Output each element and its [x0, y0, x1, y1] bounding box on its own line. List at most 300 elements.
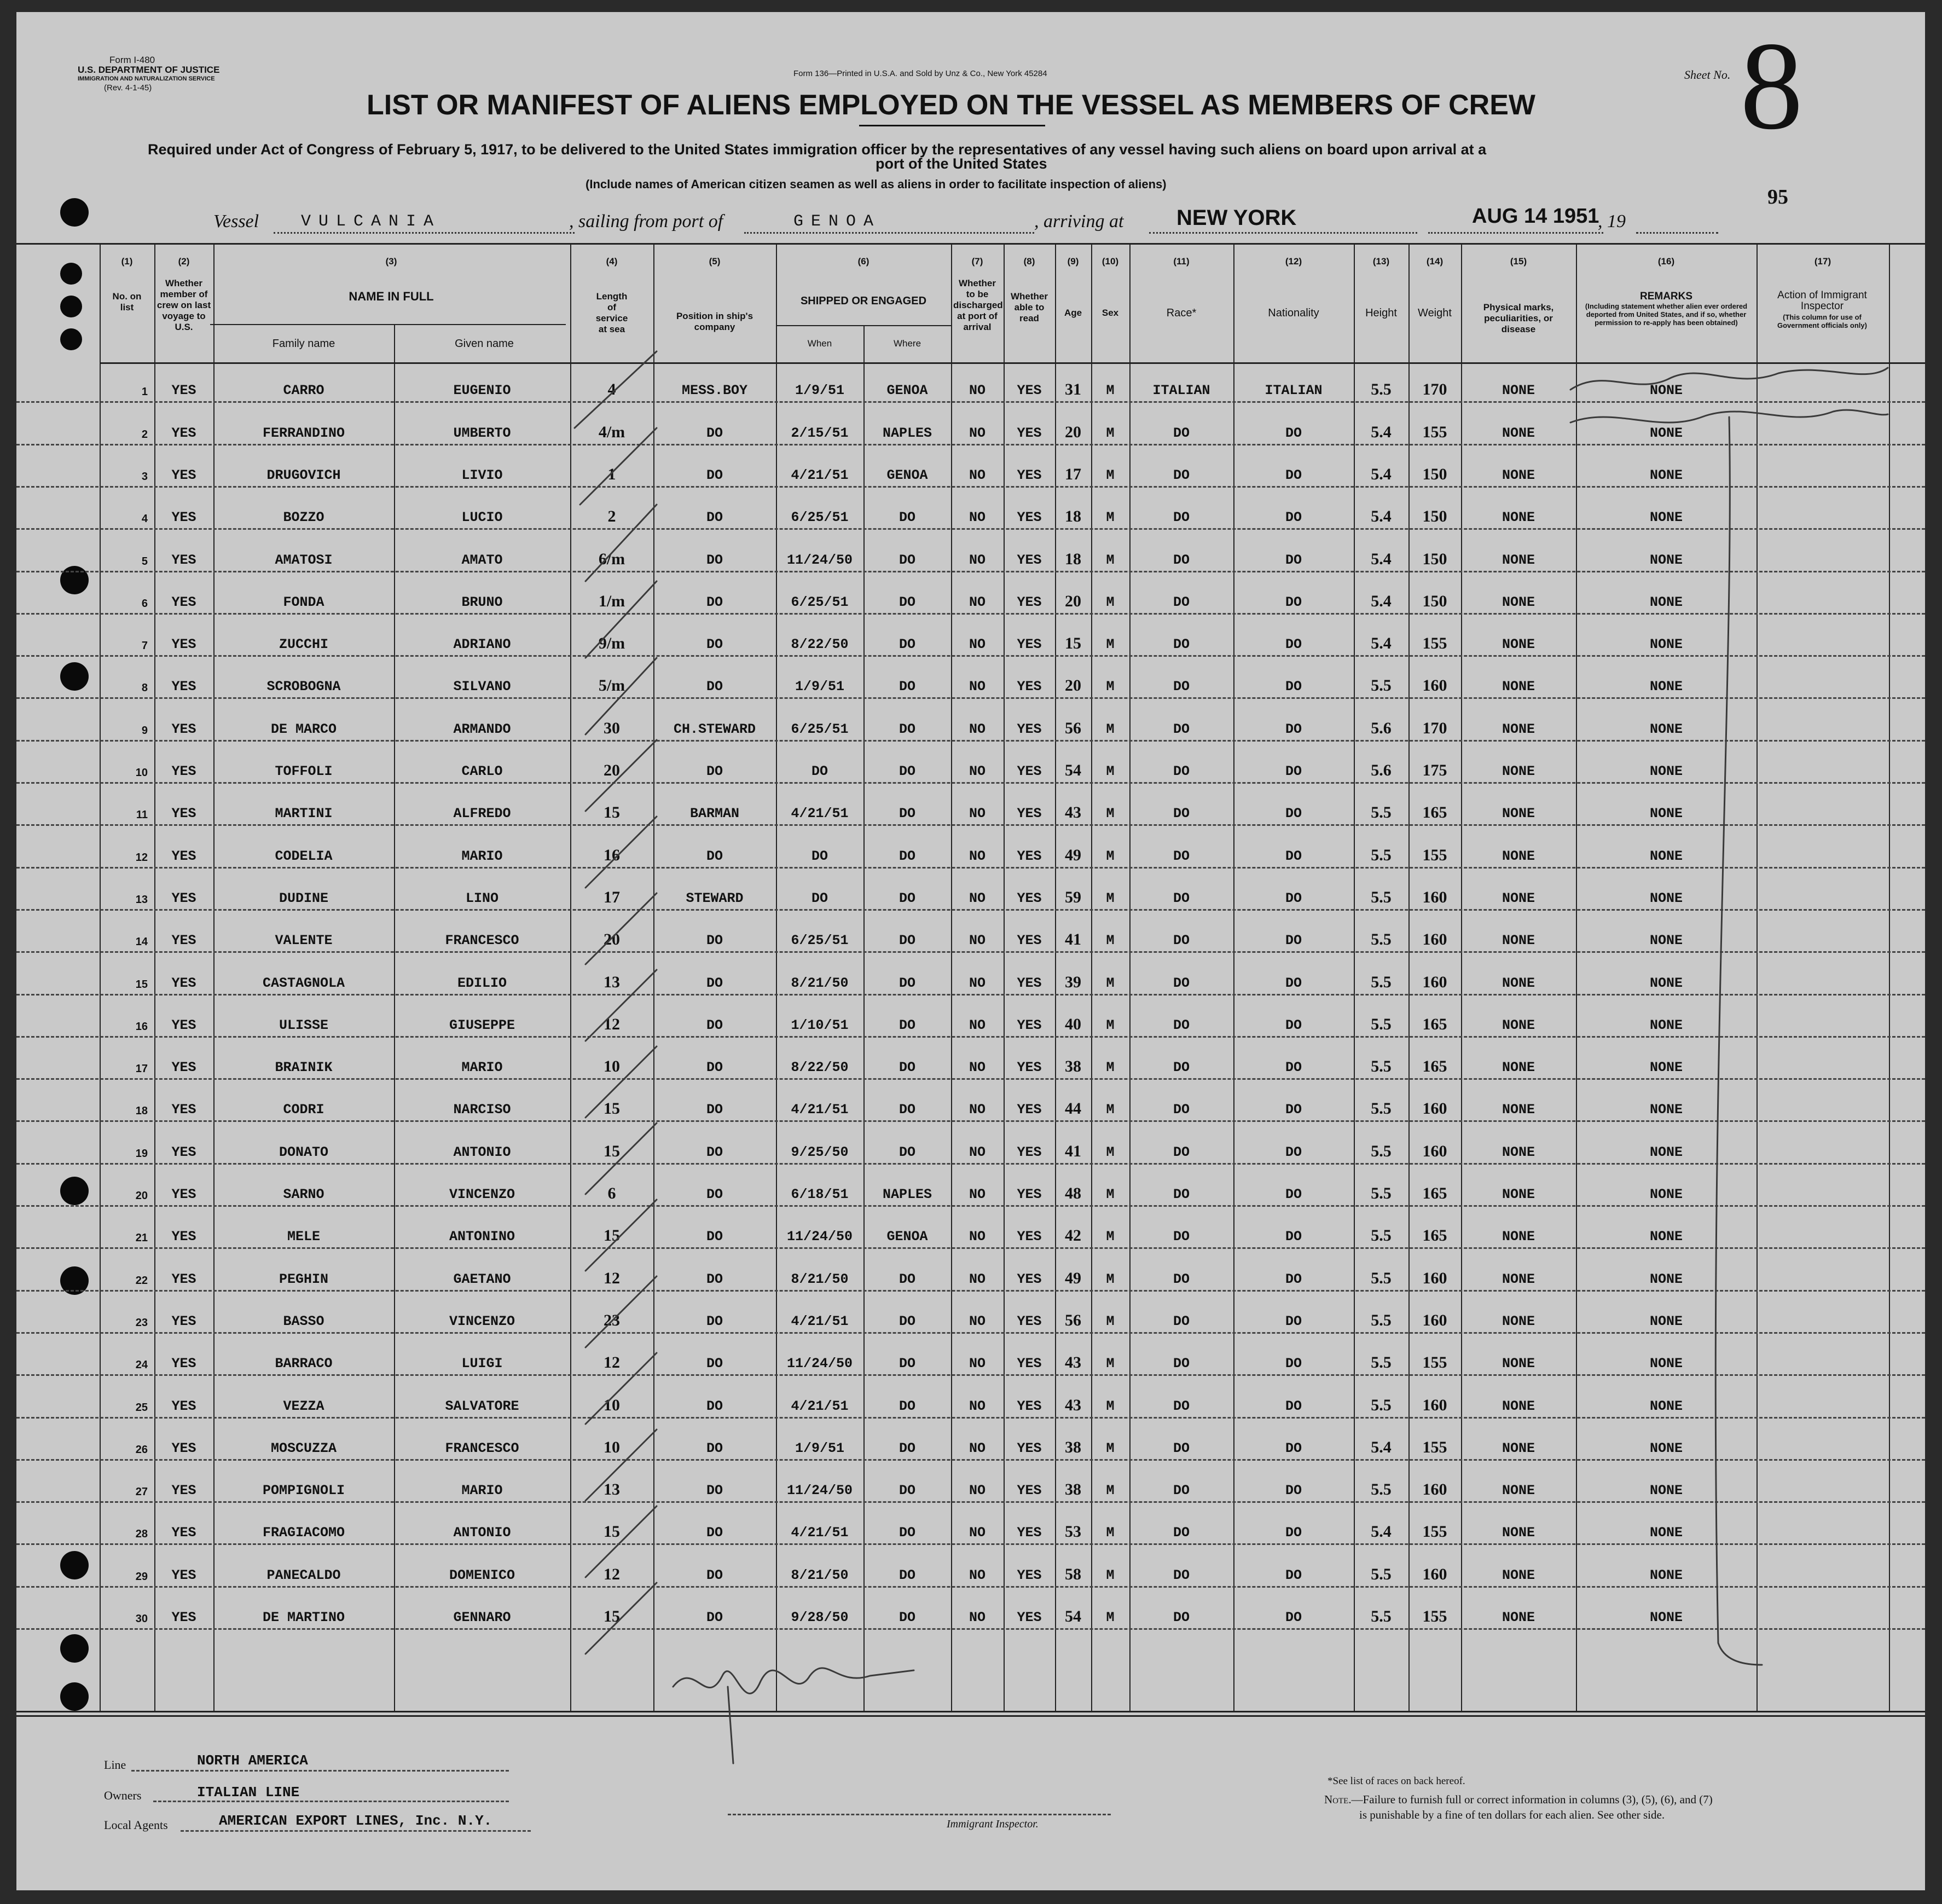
- shipped-when-cell: 8/21/50: [791, 975, 849, 991]
- form-subtitle: Required under Act of Congress of February 5, 1917, to be delivered to the United States immigration officer by the representatives of any vessel having such aliens on board upon arrival at a: [148, 141, 1487, 158]
- crew-cell: YES: [171, 1144, 196, 1160]
- shipped-where-cell: DO: [898, 721, 915, 737]
- read-cell: YES: [1017, 975, 1042, 991]
- arrival-date-stamp: AUG 14 1951: [1472, 205, 1599, 228]
- given-name-cell: SILVANO: [453, 679, 511, 695]
- col-13-number: (13): [1372, 256, 1390, 267]
- race-cell: DO: [1173, 594, 1190, 610]
- crew-cell: YES: [171, 933, 196, 949]
- read-cell: YES: [1017, 383, 1042, 399]
- sex-cell: M: [1106, 425, 1115, 441]
- races-note: *See list of races on back hereof.: [1327, 1775, 1465, 1787]
- remarks-cell: NONE: [1649, 1060, 1683, 1076]
- remarks-cell: NONE: [1649, 1440, 1683, 1456]
- discharge-cell: NO: [969, 1610, 986, 1625]
- nationality-cell: DO: [1285, 552, 1302, 568]
- weight-cell: 165: [1422, 1057, 1447, 1076]
- position-cell: BARMAN: [689, 806, 739, 822]
- crew-cell: YES: [171, 1017, 196, 1033]
- row-number: 12: [135, 851, 148, 864]
- read-cell: YES: [1017, 552, 1042, 568]
- remarks-cell: NONE: [1649, 1483, 1683, 1499]
- crew-cell: YES: [171, 806, 196, 822]
- col-11-header: Race*: [1166, 307, 1197, 319]
- crew-cell: YES: [171, 1229, 196, 1245]
- weight-cell: 160: [1422, 1396, 1447, 1414]
- service-cell: 5/m: [598, 676, 625, 695]
- marks-cell: NONE: [1502, 1271, 1535, 1287]
- crew-cell: YES: [171, 1398, 196, 1414]
- shipped-where-cell: NAPLES: [882, 1187, 932, 1202]
- height-cell: 5.5: [1371, 1142, 1392, 1160]
- note-text: —Failure to furnish full or correct information in columns (3), (5), (6), and (7): [1351, 1793, 1713, 1806]
- remarks-cell: NONE: [1649, 763, 1683, 779]
- given-name-cell: ANTONIO: [453, 1525, 511, 1541]
- agents-underline: [181, 1830, 531, 1832]
- position-cell: DO: [706, 425, 723, 441]
- marks-cell: NONE: [1502, 425, 1535, 441]
- remarks-cell: NONE: [1649, 1017, 1683, 1033]
- discharge-cell: NO: [969, 1102, 986, 1118]
- family-name-cell: FONDA: [283, 594, 324, 610]
- height-cell: 5.5: [1371, 676, 1392, 695]
- race-cell: DO: [1173, 1144, 1190, 1160]
- remarks-cell: NONE: [1649, 1187, 1683, 1202]
- family-name-cell: CODRI: [283, 1102, 324, 1118]
- family-name-cell: DE MARTINO: [262, 1610, 345, 1625]
- sex-cell: M: [1106, 679, 1115, 695]
- race-cell: DO: [1173, 1483, 1190, 1499]
- marks-cell: NONE: [1502, 1398, 1535, 1414]
- marks-cell: NONE: [1502, 721, 1535, 737]
- crew-cell: YES: [171, 383, 196, 399]
- remarks-cell: NONE: [1649, 1610, 1683, 1625]
- given-name-cell: UMBERTO: [453, 425, 511, 441]
- age-cell: 48: [1065, 1184, 1081, 1202]
- shipped-where-cell: DO: [898, 933, 915, 949]
- read-cell: YES: [1017, 1610, 1042, 1625]
- row-number: 2: [141, 428, 148, 441]
- given-name-cell: GAETANO: [453, 1271, 511, 1287]
- given-name-cell: BRUNO: [461, 594, 503, 610]
- shipped-when-cell: 6/18/51: [791, 1187, 849, 1202]
- sex-cell: M: [1106, 1017, 1115, 1033]
- position-cell: CH.STEWARD: [673, 721, 756, 737]
- height-cell: 5.4: [1371, 507, 1392, 526]
- family-name-cell: ULISSE: [279, 1017, 328, 1033]
- weight-cell: 160: [1422, 888, 1447, 906]
- sex-cell: M: [1106, 1060, 1115, 1076]
- row-number: 22: [135, 1274, 148, 1287]
- remarks-cell: NONE: [1649, 383, 1683, 399]
- shipped-where-cell: DO: [898, 1440, 915, 1456]
- race-cell: DO: [1173, 467, 1190, 483]
- height-cell: 5.6: [1371, 719, 1392, 737]
- marks-cell: NONE: [1502, 975, 1535, 991]
- position-cell: DO: [706, 1187, 723, 1202]
- weight-cell: 160: [1422, 1565, 1447, 1583]
- read-cell: YES: [1017, 1440, 1042, 1456]
- discharge-cell: NO: [969, 594, 986, 610]
- marks-cell: NONE: [1502, 933, 1535, 949]
- age-cell: 20: [1065, 676, 1081, 695]
- marks-cell: NONE: [1502, 1144, 1535, 1160]
- when-header: When: [807, 338, 832, 349]
- shipped-when-cell: 6/25/51: [791, 721, 849, 737]
- nationality-cell: DO: [1285, 890, 1302, 906]
- sex-cell: M: [1106, 721, 1115, 737]
- service-cell: 30: [604, 719, 620, 737]
- crew-cell: YES: [171, 1567, 196, 1583]
- read-cell: YES: [1017, 721, 1042, 737]
- given-name-cell: AMATO: [461, 552, 503, 568]
- row-number: 15: [135, 978, 148, 991]
- read-cell: YES: [1017, 806, 1042, 822]
- read-cell: YES: [1017, 848, 1042, 864]
- shipped-when-cell: 11/24/50: [786, 1483, 853, 1499]
- given-name-cell: FRANCESCO: [445, 1440, 519, 1456]
- family-name-cell: BARRACO: [275, 1356, 333, 1372]
- nationality-cell: DO: [1285, 933, 1302, 949]
- position-cell: DO: [706, 1060, 723, 1076]
- family-name-cell: POMPIGNOLI: [262, 1483, 345, 1499]
- position-cell: DO: [706, 1271, 723, 1287]
- marks-cell: NONE: [1502, 890, 1535, 906]
- sex-cell: M: [1106, 1271, 1115, 1287]
- nationality-cell: DO: [1285, 636, 1302, 653]
- manifest-sheet: [16, 12, 1925, 1890]
- inspector-signature-line: [728, 1814, 1111, 1815]
- shipped-where-cell: GENOA: [886, 467, 928, 483]
- crew-cell: YES: [171, 1060, 196, 1076]
- given-name-cell: LUIGI: [461, 1356, 503, 1372]
- service-cell: 15: [604, 1099, 620, 1118]
- col-17-subheader: (This column for use of Government officials only): [1777, 313, 1867, 329]
- family-name-cell: SARNO: [283, 1187, 324, 1202]
- read-cell: YES: [1017, 1356, 1042, 1372]
- given-name-cell: ANTONINO: [449, 1229, 515, 1245]
- sex-cell: M: [1106, 1440, 1115, 1456]
- race-cell: DO: [1173, 890, 1190, 906]
- height-cell: 5.4: [1371, 1523, 1392, 1541]
- sex-cell: M: [1106, 1229, 1115, 1245]
- service-cell: 13: [604, 1480, 620, 1499]
- family-name-cell: FERRANDINO: [262, 425, 345, 441]
- read-cell: YES: [1017, 510, 1042, 526]
- read-cell: YES: [1017, 1187, 1042, 1202]
- sex-cell: M: [1106, 383, 1115, 399]
- line-label: Line: [104, 1758, 126, 1772]
- vessel-label: Vessel: [213, 211, 259, 232]
- remarks-cell: NONE: [1649, 721, 1683, 737]
- remarks-cell: NONE: [1649, 552, 1683, 568]
- shipped-when-cell: 4/21/51: [791, 1313, 849, 1329]
- read-cell: YES: [1017, 1313, 1042, 1329]
- shipped-where-cell: DO: [898, 636, 915, 653]
- age-cell: 56: [1065, 719, 1081, 737]
- shipped-when-cell: DO: [811, 890, 828, 906]
- race-cell: ITALIAN: [1152, 383, 1210, 399]
- nationality-cell: DO: [1285, 1356, 1302, 1372]
- height-cell: 5.5: [1371, 1607, 1392, 1625]
- service-cell: 6: [607, 1184, 616, 1202]
- race-cell: DO: [1173, 1610, 1190, 1625]
- service-cell: 15: [604, 1142, 620, 1160]
- col-2-header: Whether member of crew on last voyage to U.S.: [156, 278, 211, 332]
- shipped-when-cell: 4/21/51: [791, 1102, 849, 1118]
- shipped-where-cell: DO: [898, 806, 915, 822]
- service-cell: 2: [607, 507, 616, 526]
- service-cell: 12: [604, 1353, 620, 1372]
- height-cell: 5.5: [1371, 930, 1392, 949]
- nationality-cell: DO: [1285, 721, 1302, 737]
- row-number: 24: [135, 1359, 148, 1371]
- shipped-where-cell: DO: [898, 1060, 915, 1076]
- remarks-cell: NONE: [1649, 848, 1683, 864]
- crew-cell: YES: [171, 1187, 196, 1202]
- owners-label: Owners: [104, 1789, 142, 1802]
- age-cell: 49: [1065, 846, 1081, 864]
- remarks-cell: NONE: [1649, 1229, 1683, 1245]
- crew-cell: YES: [171, 721, 196, 737]
- discharge-cell: NO: [969, 933, 986, 949]
- col-16-subheader: (Including statement whether alien ever ordered deported from United States, and if so, whether permission to re-apply has been obtained): [1585, 302, 1748, 327]
- sex-cell: M: [1106, 1102, 1115, 1118]
- family-name-cell: DE MARCO: [270, 721, 337, 737]
- read-cell: YES: [1017, 933, 1042, 949]
- family-name-cell: CODELIA: [275, 848, 333, 864]
- marks-cell: NONE: [1502, 636, 1535, 653]
- weight-cell: 155: [1422, 423, 1447, 441]
- weight-cell: 155: [1422, 634, 1447, 653]
- marks-cell: NONE: [1502, 1017, 1535, 1033]
- shipped-when-cell: 11/24/50: [786, 1229, 853, 1245]
- race-cell: DO: [1173, 763, 1190, 779]
- shipped-when-cell: 6/25/51: [791, 933, 849, 949]
- sex-cell: M: [1106, 594, 1115, 610]
- given-name-cell: GENNARO: [453, 1610, 511, 1625]
- shipped-where-cell: DO: [898, 975, 915, 991]
- crew-cell: YES: [171, 636, 196, 653]
- given-name-cell: CARLO: [461, 763, 503, 779]
- col-17-number: (17): [1814, 256, 1831, 267]
- given-name-cell: MARIO: [461, 848, 503, 864]
- given-name-header: Given name: [455, 338, 514, 350]
- shipped-where-cell: GENOA: [886, 383, 928, 399]
- discharge-cell: NO: [969, 425, 986, 441]
- shipped-when-cell: 11/24/50: [786, 1356, 853, 1372]
- position-cell: DO: [706, 1567, 723, 1583]
- position-cell: DO: [706, 763, 723, 779]
- position-cell: DO: [706, 1102, 723, 1118]
- remarks-cell: NONE: [1649, 1398, 1683, 1414]
- nationality-cell: DO: [1285, 1102, 1302, 1118]
- crew-cell: YES: [171, 1525, 196, 1541]
- sex-cell: M: [1106, 1610, 1115, 1625]
- race-cell: DO: [1173, 1525, 1190, 1541]
- nationality-cell: DO: [1285, 1313, 1302, 1329]
- sex-cell: M: [1106, 806, 1115, 822]
- position-cell: DO: [706, 1525, 723, 1541]
- shipped-where-cell: DO: [898, 510, 915, 526]
- nationality-cell: DO: [1285, 425, 1302, 441]
- col-14-number: (14): [1426, 256, 1444, 267]
- col-5-number: (5): [709, 256, 721, 267]
- height-cell: 5.5: [1371, 1184, 1392, 1202]
- shipped-where-cell: NAPLES: [882, 425, 932, 441]
- discharge-cell: NO: [969, 383, 986, 399]
- remarks-cell: NONE: [1649, 636, 1683, 653]
- col-16-number: (16): [1657, 256, 1675, 267]
- family-name-cell: TOFFOLI: [275, 763, 333, 779]
- family-name-header: Family name: [272, 338, 335, 350]
- service-cell: 12: [604, 1565, 620, 1583]
- col-2-number: (2): [178, 256, 190, 267]
- position-cell: DO: [706, 1483, 723, 1499]
- given-name-cell: DOMENICO: [449, 1567, 515, 1583]
- remarks-cell: NONE: [1649, 1356, 1683, 1372]
- marks-cell: NONE: [1502, 806, 1535, 822]
- height-cell: 5.5: [1371, 1226, 1392, 1245]
- discharge-cell: NO: [969, 1187, 986, 1202]
- discharge-cell: NO: [969, 1144, 986, 1160]
- age-cell: 38: [1065, 1480, 1081, 1499]
- sex-cell: M: [1106, 1313, 1115, 1329]
- agency-name: U.S. DEPARTMENT OF JUSTICE: [78, 65, 220, 75]
- col-15-header: Physical marks, peculiarities, or disease: [1483, 302, 1554, 334]
- position-cell: DO: [706, 1229, 723, 1245]
- weight-cell: 170: [1422, 719, 1447, 737]
- shipped-where-cell: DO: [898, 1102, 915, 1118]
- read-cell: YES: [1017, 1102, 1042, 1118]
- height-cell: 5.5: [1371, 1480, 1392, 1499]
- marks-cell: NONE: [1502, 1567, 1535, 1583]
- shipped-when-cell: 1/9/51: [795, 679, 844, 695]
- height-cell: 5.5: [1371, 1057, 1392, 1076]
- nationality-cell: DO: [1285, 1440, 1302, 1456]
- row-number: 27: [135, 1486, 148, 1498]
- given-name-cell: ADRIANO: [453, 636, 511, 653]
- service-cell: 10: [604, 1438, 620, 1456]
- family-name-cell: MOSCUZZA: [270, 1440, 337, 1456]
- family-name-cell: BRAINIK: [275, 1060, 333, 1076]
- position-cell: DO: [706, 975, 723, 991]
- height-cell: 5.5: [1371, 1311, 1392, 1329]
- height-cell: 5.5: [1371, 888, 1392, 906]
- read-cell: YES: [1017, 1229, 1042, 1245]
- service-cell: 10: [604, 1057, 620, 1076]
- read-cell: YES: [1017, 425, 1042, 441]
- race-cell: DO: [1173, 848, 1190, 864]
- sex-cell: M: [1106, 848, 1115, 864]
- sailing-port: GENOA: [793, 212, 882, 231]
- weight-cell: 155: [1422, 1438, 1447, 1456]
- height-cell: 5.5: [1371, 1099, 1392, 1118]
- read-cell: YES: [1017, 763, 1042, 779]
- position-cell: DO: [706, 679, 723, 695]
- family-name-cell: VALENTE: [275, 933, 333, 949]
- crew-cell: YES: [171, 679, 196, 695]
- service-cell: 15: [604, 1226, 620, 1245]
- nationality-cell: DO: [1285, 510, 1302, 526]
- row-number: 13: [135, 893, 148, 906]
- service-cell: 13: [604, 973, 620, 991]
- weight-cell: 160: [1422, 973, 1447, 991]
- family-name-cell: BASSO: [283, 1313, 324, 1329]
- owners-underline: [153, 1801, 509, 1802]
- position-cell: DO: [706, 636, 723, 653]
- family-name-cell: BOZZO: [283, 510, 324, 526]
- discharge-cell: NO: [969, 1271, 986, 1287]
- age-cell: 44: [1065, 1099, 1081, 1118]
- service-cell: 12: [604, 1269, 620, 1287]
- sex-cell: M: [1106, 1483, 1115, 1499]
- service-cell: 23: [604, 1311, 620, 1329]
- nationality-cell: DO: [1285, 467, 1302, 483]
- sex-cell: M: [1106, 552, 1115, 568]
- given-name-cell: NARCISO: [453, 1102, 511, 1118]
- crew-cell: YES: [171, 1483, 196, 1499]
- marks-cell: NONE: [1502, 1483, 1535, 1499]
- col-1-number: (1): [121, 256, 133, 267]
- row-number: 3: [141, 470, 148, 483]
- discharge-cell: NO: [969, 1440, 986, 1456]
- discharge-cell: NO: [969, 848, 986, 864]
- position-cell: DO: [706, 1017, 723, 1033]
- sailing-label: , sailing from port of: [569, 211, 723, 232]
- nationality-cell: DO: [1285, 679, 1302, 695]
- inspector-label: Immigrant Inspector.: [947, 1818, 1039, 1830]
- col-7-number: (7): [971, 256, 983, 267]
- height-cell: 5.6: [1371, 761, 1392, 779]
- age-cell: 42: [1065, 1226, 1081, 1245]
- discharge-cell: NO: [969, 721, 986, 737]
- discharge-cell: NO: [969, 1483, 986, 1499]
- service-cell: 1: [607, 465, 616, 483]
- col-7-header: Whether to be discharged at port of arrival: [953, 278, 1003, 332]
- col-10-header: Sex: [1102, 308, 1119, 318]
- height-cell: 5.5: [1371, 1015, 1392, 1033]
- given-name-cell: ARMANDO: [453, 721, 511, 737]
- col-9-header: Age: [1064, 308, 1082, 318]
- crew-cell: YES: [171, 1271, 196, 1287]
- crew-cell: YES: [171, 594, 196, 610]
- given-name-cell: MARIO: [461, 1060, 503, 1076]
- col-8-number: (8): [1023, 256, 1035, 267]
- shipped-where-cell: DO: [898, 763, 915, 779]
- owners-value: ITALIAN LINE: [197, 1784, 300, 1801]
- height-cell: 5.5: [1371, 1396, 1392, 1414]
- nationality-cell: ITALIAN: [1265, 383, 1323, 399]
- race-cell: DO: [1173, 806, 1190, 822]
- where-header: Where: [893, 338, 921, 349]
- weight-cell: 175: [1422, 761, 1447, 779]
- arrival-port: NEW YORK: [1176, 206, 1297, 230]
- year-label: , 19: [1598, 211, 1626, 232]
- position-cell: STEWARD: [686, 890, 744, 906]
- family-name-cell: DRUGOVICH: [266, 467, 341, 483]
- row-number: 5: [141, 555, 148, 568]
- shipped-when-cell: 6/25/51: [791, 510, 849, 526]
- weight-cell: 155: [1422, 846, 1447, 864]
- given-name-cell: LIVIO: [461, 467, 503, 483]
- shipped-when-cell: 4/21/51: [791, 467, 849, 483]
- remarks-cell: NONE: [1649, 806, 1683, 822]
- row-number: 26: [135, 1443, 148, 1456]
- age-cell: 15: [1065, 634, 1081, 653]
- sex-cell: M: [1106, 636, 1115, 653]
- col-6-header: SHIPPED OR ENGAGED: [800, 295, 927, 307]
